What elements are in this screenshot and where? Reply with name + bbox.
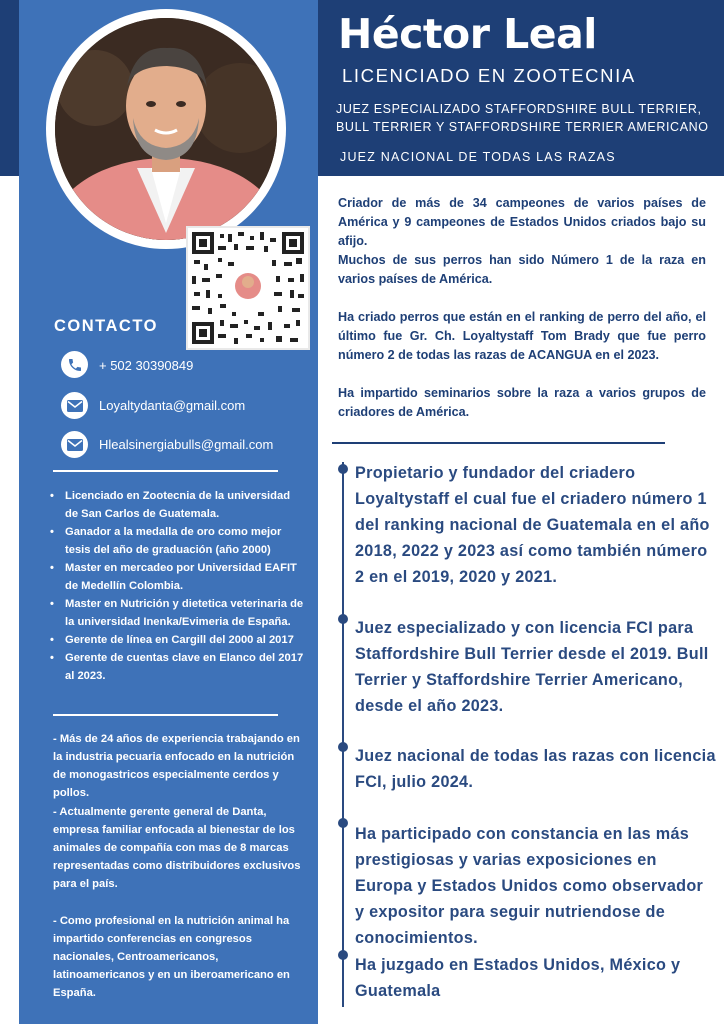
email-icon[interactable] (61, 431, 88, 458)
timeline-dot (338, 464, 348, 474)
portrait-illustration (55, 18, 277, 240)
timeline-dot (338, 950, 348, 960)
intro-section (338, 194, 706, 422)
list-item: • Ganador a la medalla de oro como mejor tesis del año de graduación (año 2000) (50, 523, 305, 559)
degree-title: LICENCIADO EN ZOOTECNIA (342, 65, 636, 86)
judge-specialty (336, 100, 709, 136)
timeline-item: Propietario y fundador del criadero Loyaltystaff el cual fue el criadero número 1 del ranking nacional de Guatemala en el año 2018, 2022 y 2023 así como también número 2 en el 2019, 2020 y 2021. (355, 464, 710, 586)
timeline-dot (338, 614, 348, 624)
timeline-item: Ha participado con constancia en las más prestigiosas y varias exposiciones en Europa y Estados Unidos como observador y expositor para seguir nutriendose de conocimientos. (355, 825, 704, 947)
sidebar-divider (53, 714, 278, 716)
list-item: • Master en mercadeo por Universidad EAFIT de Medellín Colombia. (50, 559, 305, 595)
timeline-dot (338, 818, 348, 828)
list-item: • Gerente de cuentas clave en Elanco del 2017 al 2023. (50, 649, 305, 685)
judge-specialty-line2: BULL TERRIER Y STAFFORDSHIRE TERRIER AMERICANO (336, 120, 709, 134)
timeline-dot (338, 742, 348, 752)
experience-paragraph: - Como profesional en la nutrición animal ha impartido conferencias en congresos nacionales, Centroamericanos, latinoamericanos y en un iberoamericano en España. (53, 915, 290, 999)
list-item: • Licenciado en Zootecnia de la universidad de San Carlos de Guatemala. (50, 487, 305, 523)
timeline-item: Ha juzgado en Estados Unidos, México y Guatemala (355, 956, 681, 1000)
section-divider (332, 442, 665, 444)
contact-email-primary[interactable]: Loyaltydanta@gmail.com (99, 398, 246, 413)
qr-code-icon (188, 228, 308, 348)
intro-paragraph: Ha criado perros que están en el ranking de perro del año, el último fue Gr. Ch. Loyaltystaff Tom Brady que fue perro número 2 de todas las razas de ACANGUA en el 2023. (338, 310, 706, 362)
list-item: • Gerente de línea en Cargill del 2000 al 2017 (50, 631, 305, 649)
profile-photo (55, 18, 277, 240)
timeline-item: Juez especializado y con licencia FCI para Staffordshire Bull Terrier desde el 2019. Bull Terrier y Staffordshire Terrier Americano, desde el año 2023. (355, 619, 709, 715)
intro-paragraph: Muchos de sus perros han sido Número 1 de la raza en varios países de América. (338, 253, 706, 286)
experience-paragraph: - Más de 24 años de experiencia trabajando en la industria pecuaria enfocado en la nutrición de monogastricos especialmente cerdos y pollos. (53, 733, 300, 799)
contact-phone[interactable]: + 502 30390849 (99, 358, 194, 373)
timeline-item: Juez nacional de todas las razas con licencia FCI, julio 2024. (355, 747, 716, 791)
email-icon[interactable] (61, 392, 88, 419)
phone-icon[interactable] (61, 351, 88, 378)
intro-paragraph: Criador de más de 34 campeones de varios países de América y 9 campeones de Estados Unidos criados bajo su afijo. (338, 196, 706, 248)
contact-email-secondary[interactable]: Hlealsinergiabulls@gmail.com (99, 437, 274, 452)
experience-paragraph: - Actualmente gerente general de Danta, empresa familiar enfocada al bienestar de los animales de compañía con mas de 8 marcas representadas como distribuidores exclusivos para el país. (53, 806, 301, 890)
judge-specialty-line1: JUEZ ESPECIALIZADO STAFFORDSHIRE BULL TERRIER, (336, 102, 702, 116)
education-list (50, 487, 305, 685)
intro-paragraph: Ha impartido seminarios sobre la raza a varios grupos de criadores de América. (338, 386, 706, 419)
timeline-line (342, 462, 344, 1007)
qr-code[interactable] (186, 226, 310, 350)
list-item: • Master en Nutrición y dietetica veterinaria de la universidad Inenka/Evimeria de España. (50, 595, 305, 631)
judge-national: JUEZ NACIONAL DE TODAS LAS RAZAS (340, 150, 616, 164)
name-heading: Héctor Leal (338, 10, 597, 58)
sidebar-divider (53, 470, 278, 472)
contact-heading: CONTACTO (54, 317, 158, 335)
